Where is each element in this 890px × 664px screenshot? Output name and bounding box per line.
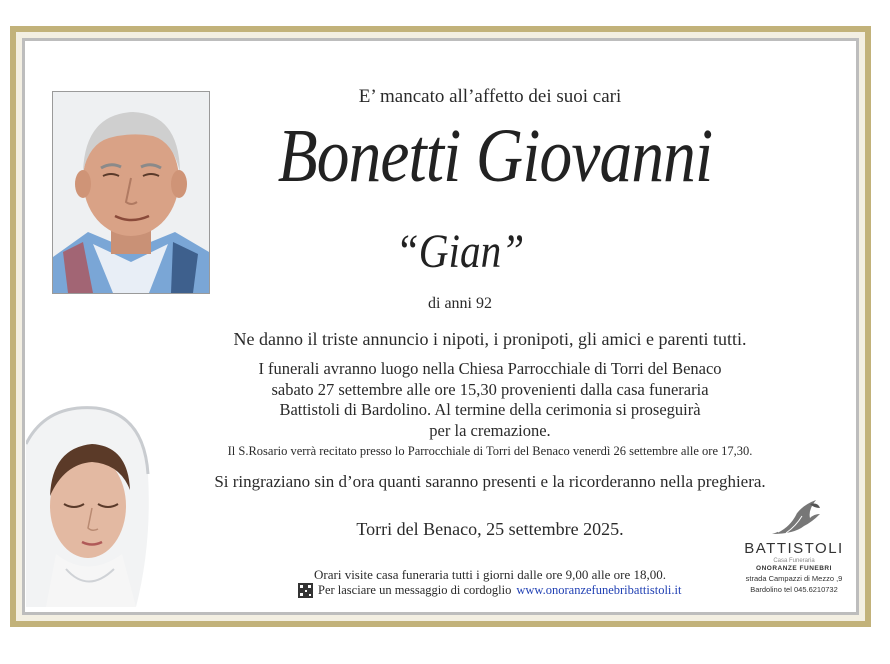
age-text: di anni 92: [428, 295, 492, 312]
deceased-name: Bonetti Giovanni: [277, 114, 713, 198]
logo-wing-icon: [764, 496, 824, 538]
thanks-text: Si ringraziano sin d’ora quanti saranno presenti e la ricorderanno nella preghiera.: [214, 472, 766, 491]
visiting-hours: Orari visite casa funeraria tutti i giorni dalle ore 9,00 alle ore 18,00.: [314, 567, 666, 582]
condolence-prefix: Per lasciare un messaggio di cordoglio: [318, 583, 512, 597]
logo-subtitle: Casa Funeraria: [773, 558, 815, 564]
madonna-image: [26, 404, 152, 607]
qr-code-icon[interactable]: [298, 583, 313, 598]
intro-text: E’ mancato all’affetto dei suoi cari: [358, 86, 622, 107]
funeral-home-logo: [740, 494, 850, 604]
funeral-line: sabato 27 settembre alle ore 15,30 provenienti dalla casa funeraria: [271, 379, 709, 399]
deceased-nickname: “Gian”: [395, 225, 525, 278]
rosary-text: Il S.Rosario verrà recitato presso lo Parrocchiale di Torri del Benaco venerdì 26 settembre alle ore 17,30.: [227, 444, 753, 458]
condolence-link[interactable]: www.onoranzefunebribattistoli.it: [516, 583, 682, 597]
funeral-line: per la cremazione.: [429, 420, 551, 440]
place-date: Torri del Benaco, 25 settembre 2025.: [356, 519, 624, 539]
logo-city-phone: Bardolino tel 045.6210732: [750, 585, 838, 594]
announcement-text: Ne danno il triste annuncio i nipoti, i pronipoti, gli amici e parenti tutti.: [233, 329, 747, 349]
funeral-line: Battistoli di Bardolino. Al termine della cerimonia si proseguirà: [279, 400, 701, 419]
condolence-message-row: [298, 583, 681, 598]
funeral-line: I funerali avranno luogo nella Chiesa Parrocchiale di Torri del Benaco: [258, 359, 722, 378]
logo-service: ONORANZE FUNEBRI: [756, 565, 832, 572]
logo-brand: BATTISTOLI: [744, 540, 844, 557]
funeral-details: [200, 359, 780, 441]
logo-address: strada Campazzi di Mezzo ,9: [745, 574, 843, 583]
deceased-portrait: [52, 91, 210, 294]
